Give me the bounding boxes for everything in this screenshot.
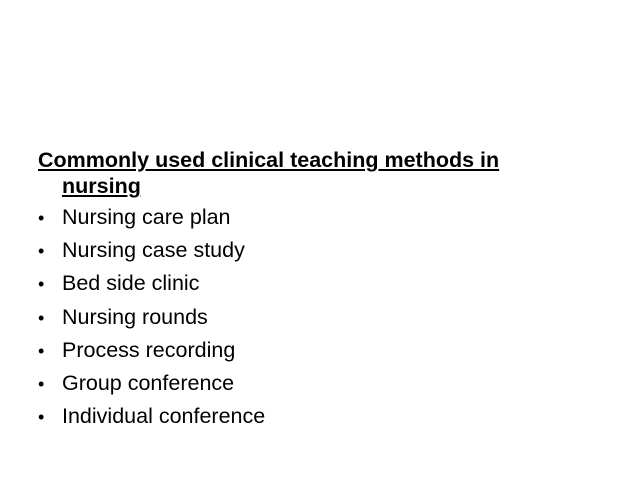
heading-line-1 — [38, 147, 618, 173]
bullet-text: Bed side clinic — [62, 271, 200, 296]
heading-text-1: Commonly used clinical teaching methods in — [38, 148, 500, 172]
bullet-icon: • — [38, 241, 45, 262]
bullet-text: Nursing case study — [62, 238, 245, 263]
bullet-item — [38, 334, 618, 367]
bullet-list — [38, 201, 618, 433]
bullet-text: Nursing rounds — [62, 304, 208, 329]
bullet-item — [38, 234, 618, 267]
bullet-icon: • — [38, 407, 45, 428]
bullet-text: Individual conference — [62, 404, 266, 429]
bullet-text: Nursing care plan — [62, 205, 231, 229]
bullet-icon: • — [38, 340, 45, 361]
bullet-item — [38, 201, 618, 234]
slide-content — [38, 147, 618, 433]
heading-line-2 — [38, 173, 618, 199]
bullet-item — [38, 367, 618, 400]
bullet-icon: • — [38, 374, 45, 395]
slide-heading — [38, 147, 618, 199]
bullet-icon: • — [38, 274, 45, 295]
bullet-text: Group conference — [62, 371, 235, 396]
bullet-text: Process recording — [62, 337, 236, 362]
bullet-icon: • — [38, 307, 45, 328]
heading-text-2: nursing — [62, 174, 141, 198]
bullet-item — [38, 301, 618, 334]
bullet-icon: • — [38, 208, 45, 228]
bullet-item — [38, 400, 618, 433]
bullet-item — [38, 267, 618, 300]
